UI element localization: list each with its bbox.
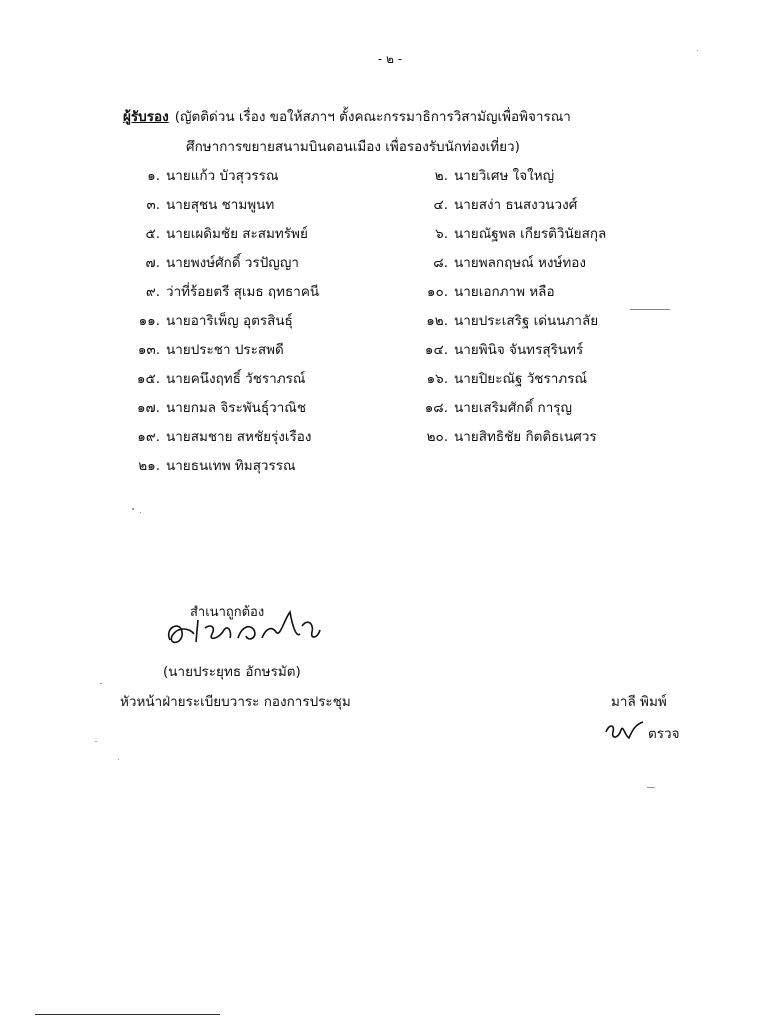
bottom-rule [35, 1014, 220, 1015]
signer-item [120, 162, 410, 191]
signers-right-column [408, 162, 668, 452]
signer-name: ว่าที่ร้อยตรี สุเมธ ฤทธาคนี [166, 284, 320, 300]
signer-name: นายแก้ว บัวสุวรรณ [166, 168, 279, 184]
signer-number: ๕. [145, 226, 160, 242]
signer-item [120, 278, 410, 307]
signer-name: นายพลกฤษณ์ หงษ์ทอง [454, 255, 586, 271]
signer-item [408, 278, 668, 307]
scan-speck [95, 741, 97, 742]
scan-artifact-line [630, 309, 670, 310]
signer-item [408, 394, 668, 423]
signer-number: ๘. [433, 255, 448, 271]
signers-left-column [120, 162, 410, 481]
signer-number: ๑. [147, 168, 160, 184]
certifier-position: หัวหน้าฝ่ายระเบียบวาระ กองการประชุม [120, 694, 351, 710]
signer-item [408, 191, 668, 220]
signer-number: ๒๑. [138, 458, 160, 474]
signer-name: นายสุชน ชามพูนท [166, 197, 275, 213]
heading-text-1: (ญัตติด่วน เรื่อง ขอให้สภาฯ ตั้งคณะกรรมาธิการวิสามัญเพื่อพิจารณา [174, 109, 571, 125]
signer-item [120, 220, 410, 249]
signer-item [408, 220, 668, 249]
signer-number: ๙. [145, 284, 160, 300]
signer-name: นายวิเศษ ใจใหญ่ [454, 168, 555, 184]
signer-name: นายณัฐพล เกียรติวินัยสกุล [454, 226, 607, 242]
signer-number: ๔. [433, 197, 448, 213]
signer-name: นายเอกภาพ หลือ [454, 284, 555, 300]
certified-copy-label: สำเนาถูกต้อง [190, 605, 265, 620]
signer-number: ๖. [435, 226, 448, 242]
signer-name: นายธนเทพ ทิมสุวรรณ [166, 458, 296, 474]
signer-name: นายประชา ประสพดี [166, 342, 284, 358]
signer-name: นายสิทธิชัย กิตติธเนศวร [454, 429, 597, 445]
signer-number: ๑๔. [424, 342, 448, 358]
signer-item [408, 365, 668, 394]
typist-note: มาลี พิมพ์ [611, 694, 667, 710]
signer-name: นายเผดิมชัย สะสมทรัพย์ [166, 226, 308, 242]
signer-number: ๗. [145, 255, 160, 271]
signer-number: ๑๐. [426, 284, 448, 300]
signer-number: ๓. [146, 197, 160, 213]
signer-name: นายอาริเพ็ญ อุตรสินธุ์ [166, 313, 293, 329]
signer-number: ๑๒. [426, 313, 448, 329]
signer-item [408, 162, 668, 191]
heading-line2: ศึกษาการขยายสนามบินดอนเมือง เพื่อรองรับนักท่องเที่ยว) [186, 139, 520, 155]
signer-number: ๑๘. [424, 400, 448, 416]
signer-name: นายสมชาย สหชัยรุ่งเรือง [166, 429, 312, 445]
scan-speck [140, 512, 141, 513]
signer-item [120, 394, 410, 423]
signer-item [120, 336, 410, 365]
signer-number: ๑๖. [426, 371, 448, 387]
signer-number: ๑๗. [136, 400, 160, 416]
signer-number: ๑๑. [138, 313, 160, 329]
signer-name: นายปิยะณัฐ วัชราภรณ์ [454, 371, 587, 387]
signer-item [408, 249, 668, 278]
signer-item [408, 307, 668, 336]
scan-speck [100, 683, 102, 684]
scan-speck [132, 508, 134, 510]
signer-item [120, 365, 410, 394]
signer-item [408, 336, 668, 365]
signer-item [120, 249, 410, 278]
scan-speck [697, 50, 698, 51]
heading-label: ผู้รับรอง [123, 109, 169, 125]
checker-label: ตรวจ [648, 726, 680, 742]
signer-name: นายพงษ์ศักดิ์ วรปัญญา [166, 255, 299, 271]
signer-number: ๒๐. [426, 429, 448, 445]
checker-initials-signature [603, 718, 647, 744]
signer-item [120, 452, 410, 481]
scan-speck [118, 759, 119, 760]
signer-number: ๑๓. [137, 342, 160, 358]
signer-name: นายคนึงฤทธิ์ วัชราภรณ์ [166, 371, 306, 387]
signer-item [120, 191, 410, 220]
signer-name: นายกมล จิระพันธุ์วาณิช [166, 400, 306, 416]
heading-line1 [123, 105, 571, 127]
signer-number: ๒. [434, 168, 448, 184]
signer-name: นายเสริมศักดิ์ การุญ [454, 400, 573, 416]
signer-name: นายสง่า ธนสงวนวงศ์ [454, 197, 578, 213]
signer-item [120, 307, 410, 336]
signer-name: นายพินิจ จันทรสุรินทร์ [454, 342, 584, 358]
scan-speck [647, 787, 655, 788]
signer-name: นายประเสริฐ เด่นนภาลัย [454, 313, 599, 329]
signer-item [120, 423, 410, 452]
signer-number: ๑๕. [136, 371, 160, 387]
signer-number: ๑๙. [137, 429, 160, 445]
page-number: - ๒ - [377, 52, 403, 66]
certifier-name: (นายประยุทธ อักษรมัต) [163, 664, 301, 680]
signer-item [408, 423, 668, 452]
